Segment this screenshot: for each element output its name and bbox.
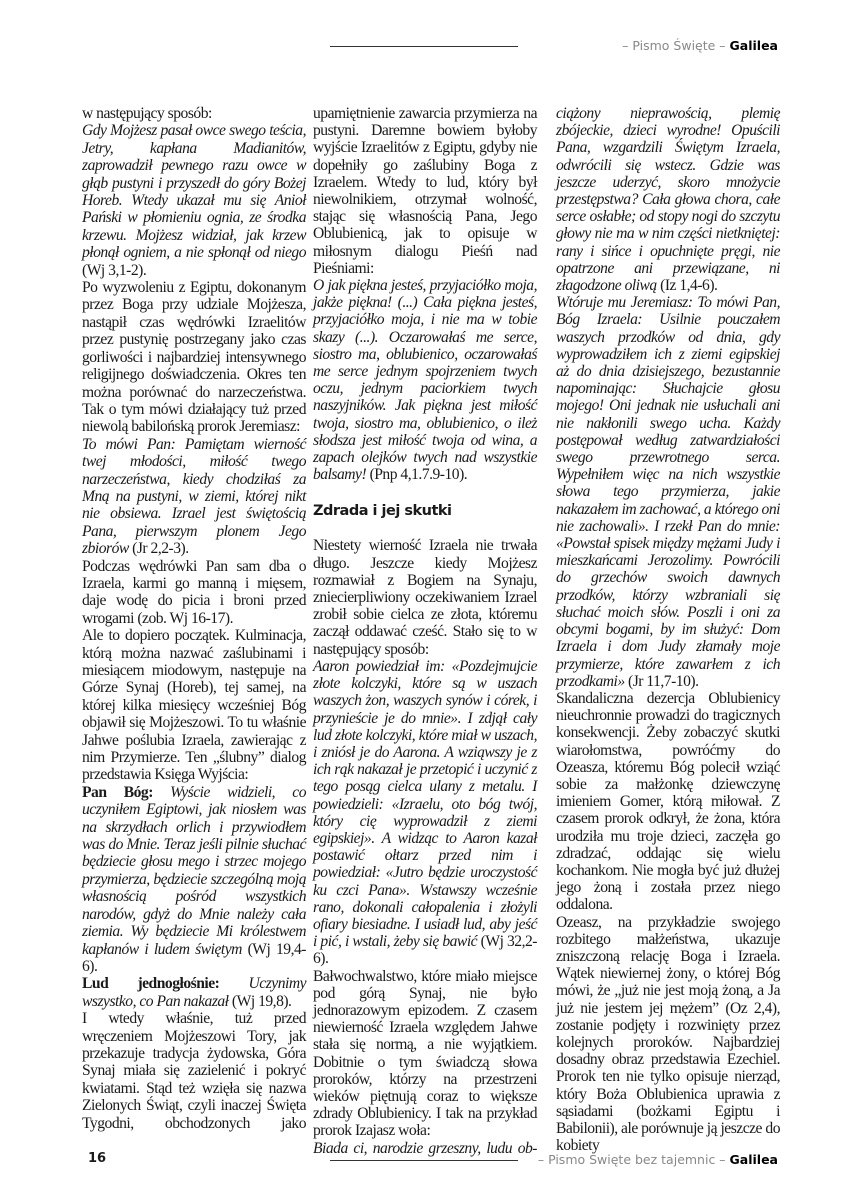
body-text: (Wj 32,2-6). — [313, 933, 537, 968]
body-text: Skandaliczna dezercja Oblubienicy nieuchronnie prowadzi do tragicznych konsekwencji. Żeby zobaczyć skutki wiarołomstwa, powróćmy do Ozeasza, któremu Bóg polecił wziąć sobie za małżonkę dziewczynę imieniem Gomer, którą miłował. Z czasem prorok odkrył, że żona, która urodziła mu troje dzieci, zaczęła go zdradzać, oddając się wielu kochankom. Nie mogła być już dłużej jego żoną i została przez niego oddalona. — [556, 689, 780, 914]
paragraph — [82, 122, 306, 279]
body-text: (Jr 11,7-10). — [624, 672, 699, 690]
paragraph — [82, 784, 306, 975]
header-rule — [330, 46, 518, 47]
body-text: Po wyzwoleniu z Egiptu, dokonanym przez Boga przy udziale Mojżesza, nastąpił czas wędrówki Izraelitów przez pustynię postrzegany jako czas gorliwości i najbardziej intensywnego religijnego doświadczenia. Okres ten można porównać do narzeczeństwa. Tak o tym mówi działający tuż przed niewolą babilońską prorok Jeremiasz: — [82, 279, 306, 436]
paragraph — [82, 558, 306, 628]
paragraph — [313, 277, 537, 483]
paragraph — [313, 1140, 537, 1157]
body-text: (Pnp 4,1.7.9-10). — [366, 466, 468, 484]
body-text: (Wj 19,8). — [228, 992, 292, 1010]
header-title: – Pismo Święte – — [622, 38, 730, 53]
speaker-label: Pan Bóg: — [82, 783, 171, 801]
paragraph — [556, 105, 780, 294]
paragraph — [313, 658, 537, 968]
footer-rule — [330, 1160, 518, 1161]
footer-title: – Pismo Święte bez tajemnic – — [537, 1152, 730, 1167]
paragraph — [556, 914, 780, 1155]
quotation-text: Wyście widzieli, co uczyniłem Egiptowi, jak niosłem was na skrzydłach orlich i przywiodłem was do Mnie. Teraz jeśli pilnie słuchać będziecie głosu mego i strzec mojego przymierza, będziecie szczególną moją własnością pośród wszystkich narodów, gdyż do Mnie należy cała ziemia. Wy będziecie Mi królestwem kapłanów i ludem świętym — [82, 783, 307, 958]
paragraph — [556, 690, 780, 914]
paragraph — [82, 279, 306, 436]
running-footer — [538, 1152, 778, 1167]
speaker-label: Lud jednogłośnie: — [82, 975, 249, 993]
quotation-text: ciążony nieprawością, plemię zbójeckie, dzieci wyrodne! Opuścili Pana, wzgardzili Świętym Izraela, odwrócili się wstecz. Gdzie was jeszcze uderzyć, skoro mnożycie przestępstwa? Cała głowa chora, całe serce osłabłe; od stopy nogi do szczytu głowy nie ma w nim części nietkniętej: rany i sińce i opuchnięte pręgi, nie opatrzone ani przewiązane, ni złagodzone oliwą — [556, 105, 780, 295]
quotation-text: To mówi Pan: Pamiętam wierność twej młodości, miłość twego narzeczeństwa, kiedy chodziłaś za Mną na pustyni, w ziemi, której nikt nie obsiewa. Izrael jest świętością Pana, pierwszym plonem Jego zbiorów — [82, 435, 306, 558]
body-text: Podczas wędrówki Pan sam dba o Izraela, karmi go manną i mięsem, daje wodę do picia i broni przed wrogami (zob. Wj 16-17). — [82, 557, 306, 627]
paragraph — [313, 968, 537, 1140]
paragraph — [82, 1010, 306, 1132]
body-text: Ozeasz, na przykładzie swojego rozbitego małżeństwa, ukazuje zniszczoną relację Boga i Izraela. Wątek niewiernej żony, o której Bóg mówi, że „już nie jest moją żoną, a Ja już nie jestem jej mężem” (Oz 2,4), zostanie podjęty i rozwinięty przez kolejnych proroków. Najbardziej dosadny obraz przedstawia Ezechiel. Prorok ten nie tylko opisuje nierząd, który Boża Oblubienica uprawia z sąsiadami (bożkami Egiptu i Babilonii), ale porównuje ją jeszcze do kobiety — [556, 913, 780, 1155]
paragraph — [313, 537, 537, 657]
paragraph — [556, 294, 780, 690]
paragraph — [313, 105, 537, 277]
body-text: I wtedy właśnie, tuż przed wręczeniem Mojżeszowi Tory, jak przekazuje tradycja żydowska, Góra Synaj miała się zazielenić i pokryć kwiatami. Stąd też wzięła się nazwa Zielonych Świąt, czyli inaczej Święta Tygodni, obchodzonych jako — [82, 1010, 306, 1132]
body-text: (Iz 1,4-6). — [656, 277, 718, 295]
paragraph — [82, 975, 306, 1010]
body-text: upamiętnienie zawarcia przymierza na pustyni. Daremne bowiem byłoby wyjście Izraelitów z Egiptu, gdyby nie dopełniły go zaślubiny Boga z Izraelem. Wtedy to lud, który był niewolnikiem, otrzymał wolność, stając się własnością Pana, Jego Oblubienicą, jak to opisuje w miłosnym dialogu Pieśń nad Pieśniami: — [313, 105, 537, 277]
body-text: (Wj 3,1-2). — [82, 261, 147, 279]
body-text: (Wj 19,4-6). — [82, 940, 306, 975]
paragraph — [82, 436, 306, 558]
text-column-2 — [313, 105, 537, 1157]
quotation-text: Biada ci, narodzie grzeszny, ludu ob- — [313, 1139, 537, 1157]
paragraph — [82, 627, 306, 784]
quotation-text: Wtóruje mu Jeremiasz: To mówi Pan, Bóg Izraela: Usilnie pouczałem waszych przodków od dnia, gdy wyprowadziłem ich z ziemi egipskiej aż do dnia dzisiejszego, bezustannie napominając: Słuchajcie głosu mojego! Oni jednak nie usłuchali ani nie nakłonili swego ucha. Każdy postępował według zatwardziałości swego przewrotnego serca. Wypełniłem więc na nich wszystkie słowa tego przymierza, jakie nakazałem im zachować, a którego oni nie zachowali». I rzekł Pan do mnie: «Powstał spisek między mężami Judy i mieszkańcami Jerozolimy. Powrócili do grzechów swoich dawnych przodków, którzy wzbraniali się słuchać moich słów. Poszli i oni za obcymi bogami, by im służyć: Dom Izraela i dom Judy złamały moje przymierze, które zawarłem z ich przodkami» — [556, 294, 780, 690]
quotation-text: Gdy Mojżesz pasał owce swego teścia, Jetry, kapłana Madianitów, zaprowadził pewnego razu owce w głąb pustyni i przyszedł do góry Bożej Horeb. Wtedy ukazał mu się Anioł Pański w płomieniu ognia, ze środka krzewu. Mojżesz widział, jak krzew płonął ogniem, a nie spłonął od niego — [82, 122, 306, 262]
text-column-3 — [556, 105, 780, 1155]
body-text: Bałwochwalstwo, które miało miejsce pod górą Synaj, nie było jednorazowym epizodem. Z czasem niewierność Izraela względem Jahwe stała się normą, a nie wyjątkiem. Dobitnie o tym świadczą słowa proroków, którzy na przestrzeni wieków piętnują coraz to większe zdrady Oblubienicy. I tak na przykład prorok Izajasz woła: — [313, 967, 537, 1140]
body-text: (Jr 2,2-3). — [128, 540, 189, 558]
header-brand: Galilea — [729, 38, 778, 53]
quotation-text: Aaron powiedział im: «Pozdejmujcie złote kolczyki, które są w uszach waszych żon, waszych synów i córek, i przynieście je do mnie». I zdjął cały lud złote kolczyki, które miał w uszach, i zniósł je do Aarona. A wziąwszy je z ich rąk nakazał je przetopić i uczynić z tego posąg cielca ulany z metalu. I powiedzieli: «Izraelu, oto bóg twój, który cię wyprowadził z ziemi egipskiej». A widząc to Aaron kazał postawić ołtarz przed nim i powiedział: «Jutro będzie uroczystość ku czci Pana». Wstawszy wcześnie rano, dokonali całopalenia i złożyli ofiary biesiadne. I usiadł lud, aby jeść i pić, i wstali, żeby się bawić — [313, 657, 537, 951]
body-text: Niestety wierność Izraela nie trwała długo. Jeszcze kiedy Mojżesz rozmawiał z Bogiem na Synaju, zniecierpliwiony oczekiwaniem Izrael zrobił sobie cielca ze złota, któremu zaczął oddawać cześć. Stało się to w następujący sposób: — [313, 537, 537, 658]
footer-brand: Galilea — [729, 1152, 778, 1167]
running-header — [622, 38, 778, 53]
page-number: 16 — [88, 1151, 107, 1166]
quotation-text: O jak piękna jesteś, przyjaciółko moja, jakże piękna! (...) Cała piękna jesteś, przyjaciółko moja, i nie ma w tobie skazy (...). Oczarowałaś me serce, siostro ma, oblubienico, oczarowałaś me serce jednym spojrzeniem twych oczu, jednym paciorkiem twych naszyjników. Jak piękna jest miłość twoja, siostro ma, oblubienico, o ileż słodsza jest miłość twoja od wina, a zapach olejków twych nad wszystkie balsamy! — [313, 277, 537, 484]
text-column-1 — [82, 105, 306, 1135]
quotation-text: Uczynimy wszystko, co Pan nakazał — [82, 975, 306, 1010]
body-text: Ale to dopiero początek. Kulminacja, którą można nazwać zaślubinami i miesiącem miodowym, następuje na Górze Synaj (Horeb), tej samej, na której kilka miesięcy wcześniej Bóg objawił się Mojżeszowi. To tu właśnie Jahwe poślubia Izraela, zawierając z nim Przymierze. Ten „ślubny” dialog przedstawia Księga Wyjścia: — [82, 627, 306, 784]
body-text: w następujący sposób: — [82, 105, 212, 122]
paragraph — [82, 105, 306, 122]
section-heading: Zdrada i jej skutki — [313, 503, 452, 520]
